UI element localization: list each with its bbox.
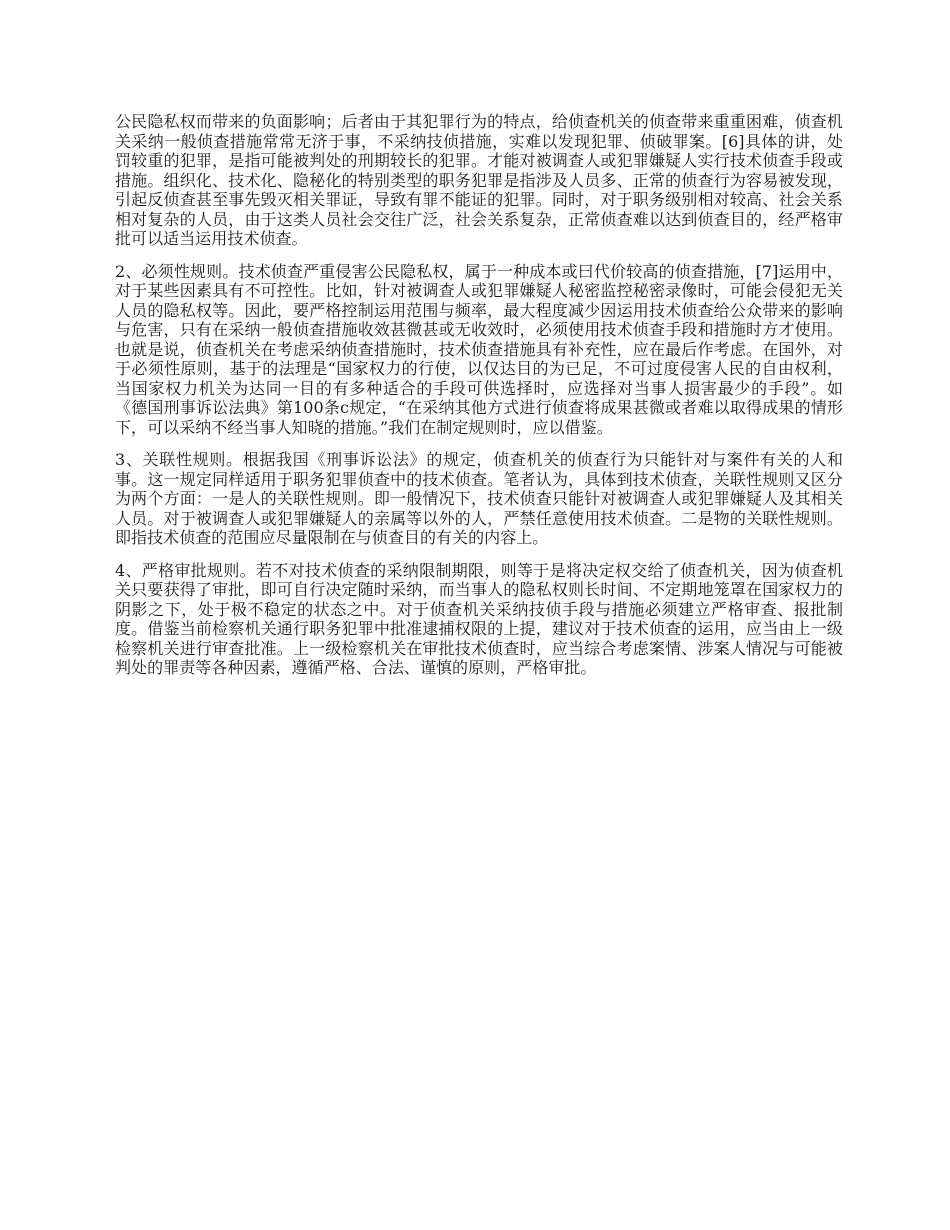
paragraph-intro: 公民隐私权而带来的负面影响；后者由于其犯罪行为的特点，给侦查机关的侦查带来重重困难，侦查机关采纳一般侦查措施常常无济于事，不采纳技侦措施，实难以发现犯罪、侦破罪案。[6]具体的讲，处罚较重的犯罪，是指可能被判处的刑期较长的犯罪。才能对被调查人或犯罪嫌疑人实行技术侦查手段或措施。组织化、技术化、隐秘化的特别类型的职务犯罪是指涉及人员多、正常的侦查行为容易被发现，引起反侦查甚至事先毁灭相关罪证，导致有罪不能证的犯罪。同时，对于职务级别相对较高、社会关系相对复杂的人员，由于这类人员社会交往广泛，社会关系复杂，正常侦查难以达到侦查目的，经严格审批可以适当运用技术侦查。 xyxy=(115,112,843,248)
document-body xyxy=(115,112,843,691)
paragraph-necessity-rule: 2、必须性规则。技术侦查严重侵害公民隐私权，属于一种成本或曰代价较高的侦查措施，[7]运用中，对于某些因素具有不可控性。比如，针对被调查人或犯罪嫌疑人秘密监控秘密录像时，可能会侵犯无关人员的隐私权等。因此，要严格控制运用范围与频率，最大程度减少因运用技术侦查给公众带来的影响与危害，只有在采纳一般侦查措施收效甚微甚或无收效时，必须使用技术侦查手段和措施时方才使用。也就是说，侦查机关在考虑采纳侦查措施时，技术侦查措施具有补充性，应在最后作考虑。在国外，对于必须性原则，基于的法理是“国家权力的行使，以仅达目的为已足，不可过度侵害人民的自由权利，当国家权力机关为达同一目的有多种适合的手段可供选择时，应选择对当事人损害最少的手段”。如《德国刑事诉讼法典》第100条c规定，“在采纳其他方式进行侦查将成果甚微或者难以取得成果的情形下，可以采纳不经当事人知晓的措施。”我们在制定规则时，应以借鉴。 xyxy=(115,261,843,437)
paragraph-approval-rule: 4、严格审批规则。若不对技术侦查的采纳限制期限，则等于是将决定权交给了侦查机关，因为侦查机关只要获得了审批，即可自行决定随时采纳，而当事人的隐私权则长时间、不定期地笼罩在国家权力的阴影之下，处于极不稳定的状态之中。对于侦查机关采纳技侦手段与措施必须建立严格审查、报批制度。借鉴当前检察机关通行职务犯罪中批准逮捕权限的上提，建议对于技术侦查的运用，应当由上一级检察机关进行审查批准。上一级检察机关在审批技术侦查时，应当综合考虑案情、涉案人情况与可能被判处的罪责等各种因素，遵循严格、合法、谨慎的原则，严格审批。 xyxy=(115,560,843,677)
paragraph-relevance-rule: 3、关联性规则。根据我国《刑事诉讼法》的规定，侦查机关的侦查行为只能针对与案件有关的人和事。这一规定同样适用于职务犯罪侦查中的技术侦查。笔者认为，具体到技术侦查，关联性规则又区分为两个方面：一是人的关联性规则。即一般情况下，技术侦查只能针对被调查人或犯罪嫌疑人及其相关人员。对于被调查人或犯罪嫌疑人的亲属等以外的人，严禁任意使用技术侦查。二是物的关联性规则。即指技术侦查的范围应尽量限制在与侦查目的有关的内容上。 xyxy=(115,450,843,547)
